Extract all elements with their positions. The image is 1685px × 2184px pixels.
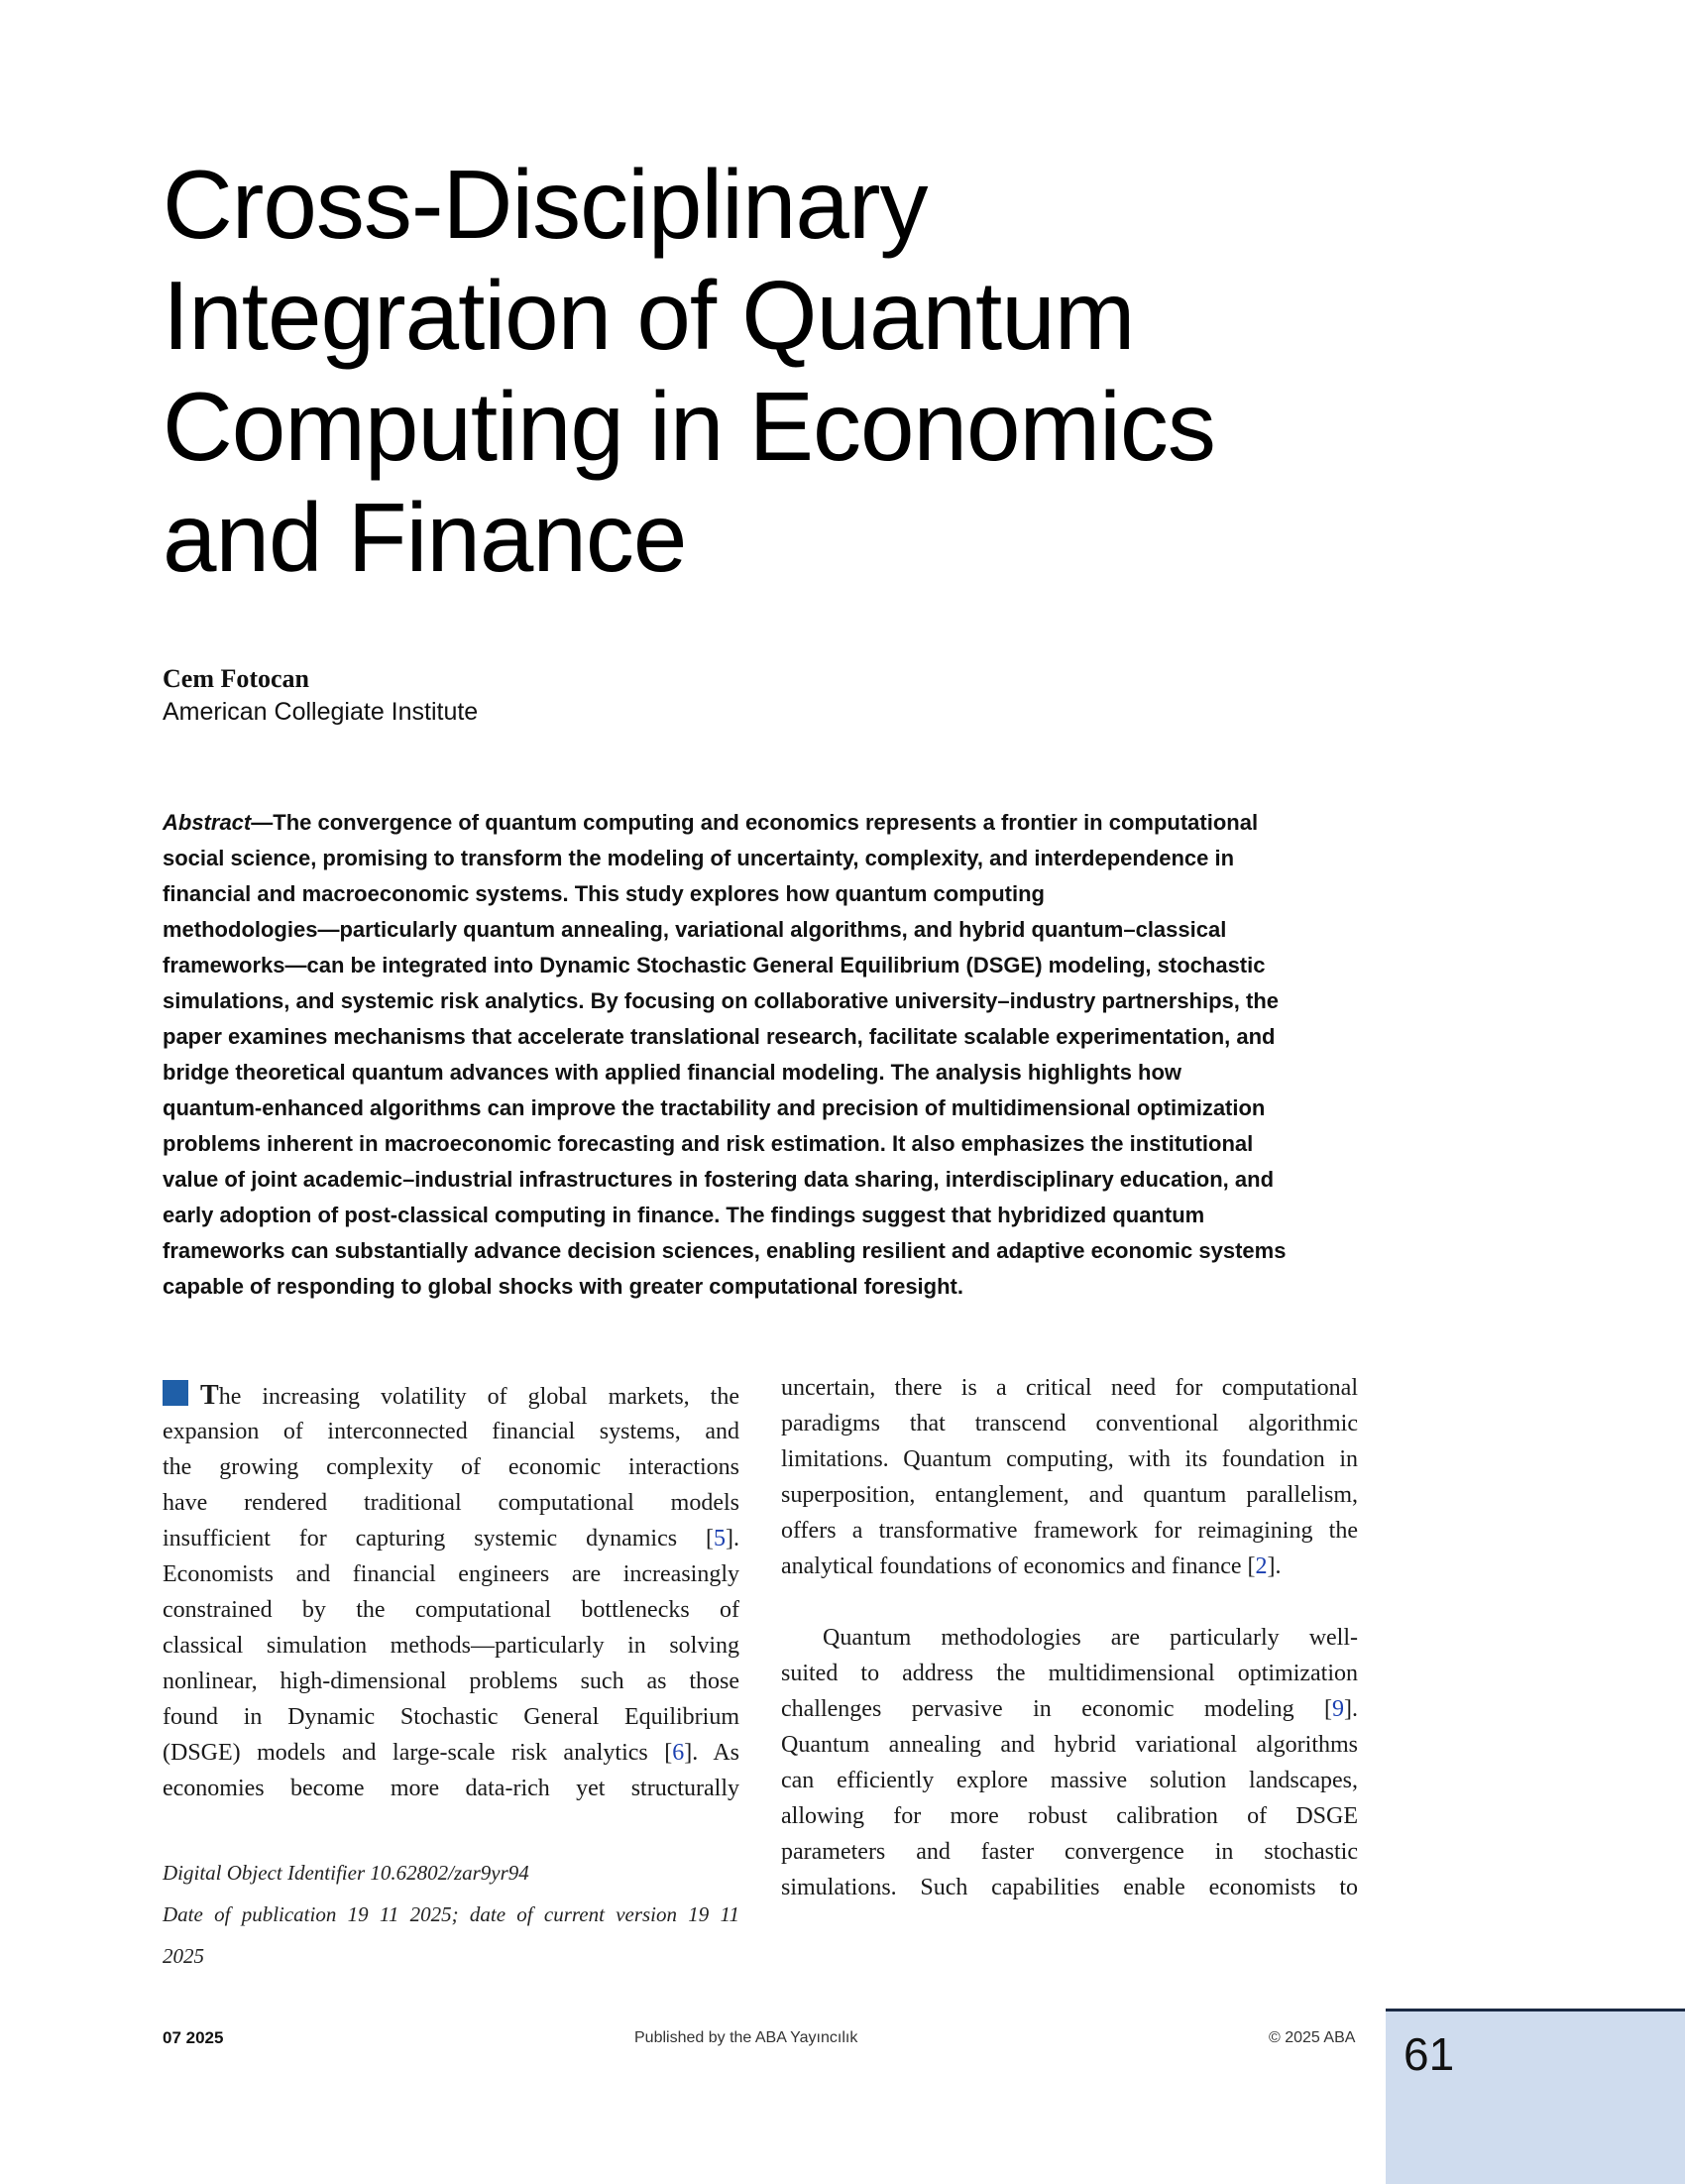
author-name: Cem Fotocan: [163, 664, 310, 693]
body-line: limitations. Quantum computing, with its foundation in: [781, 1446, 1358, 1472]
abstract-line: methodologies—particularly quantum annealing, variational algorithms, and hybrid quantum–classical: [163, 917, 1227, 942]
title-line: Cross-Disciplinary: [163, 150, 928, 259]
body-line: allowing for more robust calibration of DSGE: [781, 1803, 1358, 1829]
body-text: he increasing volatility of global markets, the: [218, 1384, 739, 1410]
abstract-line: frameworks can substantially advance decision sciences, enabling resilient and adaptive economic systems: [163, 1238, 1287, 1263]
title-line: Integration of Quantum: [163, 261, 1135, 370]
body-text: ].: [1267, 1553, 1282, 1579]
body-line: [781, 1549, 1358, 1584]
body-line: found in Dynamic Stochastic General Equilibrium: [163, 1704, 739, 1730]
body-line: classical simulation methods—particularly in solving: [163, 1633, 739, 1659]
abstract-text: —The convergence of quantum computing and economics represents a frontier in computational: [251, 810, 1259, 835]
abstract-line: paper examines mechanisms that accelerate translational research, facilitate scalable experimentation, and: [163, 1024, 1276, 1049]
body-text: ].: [726, 1526, 739, 1552]
abstract-line: [163, 805, 1362, 841]
body-line: have rendered traditional computational models: [163, 1490, 739, 1516]
body-line: superposition, entanglement, and quantum parallelism,: [781, 1482, 1358, 1508]
body-text: ]. As: [684, 1740, 739, 1766]
abstract-line: early adoption of post-classical computing in finance. The findings suggest that hybridized quantum: [163, 1203, 1205, 1227]
doi-line: Digital Object Identifier 10.62802/zar9yr94: [163, 1861, 529, 1885]
abstract-line: problems inherent in macroeconomic forecasting and risk estimation. It also emphasizes the institutional: [163, 1131, 1254, 1156]
section-marker-square: [163, 1380, 188, 1406]
body-line: [163, 1378, 739, 1414]
body-line: can efficiently explore massive solution landscapes,: [781, 1768, 1358, 1793]
citation-link[interactable]: 6: [672, 1740, 685, 1766]
title-line: Computing in Economics: [163, 372, 1215, 481]
body-line: [163, 1521, 739, 1556]
citation-link[interactable]: 2: [1255, 1553, 1268, 1579]
abstract-line: value of joint academic–industrial infrastructures in fostering data sharing, interdisciplinary education, and: [163, 1167, 1275, 1192]
abstract: [163, 805, 1362, 1305]
body-line: Quantum methodologies are particularly well-: [823, 1625, 1358, 1651]
body-line: economies become more data-rich yet structurally: [163, 1776, 739, 1801]
abstract-line: simulations, and systemic risk analytics. By focusing on collaborative university–industry partnerships, the: [163, 988, 1280, 1013]
paper-title: [163, 149, 1352, 593]
abstract-line: frameworks—can be integrated into Dynamic Stochastic General Equilibrium (DSGE) modeling, stochastic: [163, 953, 1266, 977]
body-line: the growing complexity of economic interactions: [163, 1454, 739, 1480]
publication-date-year: 2025: [163, 1944, 204, 1968]
body-text: (DSGE) models and large-scale risk analytics [: [163, 1740, 673, 1766]
body-line: expansion of interconnected financial systems, and: [163, 1419, 739, 1444]
abstract-line: financial and macroeconomic systems. This study explores how quantum computing: [163, 881, 1045, 906]
paragraph-gap: [781, 1584, 1358, 1620]
abstract-line: capable of responding to global shocks with greater computational foresight.: [163, 1274, 963, 1299]
body-line: uncertain, there is a critical need for computational: [781, 1375, 1358, 1401]
citation-link[interactable]: 5: [714, 1526, 726, 1552]
footer-copyright: © 2025 ABA: [1269, 2029, 1356, 2046]
body-line: [163, 1735, 739, 1771]
body-line: offers a transformative framework for reimagining the: [781, 1518, 1358, 1544]
body-column-left: [163, 1378, 739, 1806]
abstract-line: social science, promising to transform the modeling of uncertainty, complexity, and interdependence in: [163, 846, 1235, 870]
footer-issue: 07 2025: [163, 2028, 224, 2047]
page-number-box: [1386, 2009, 1685, 2184]
body-line: [781, 1691, 1358, 1727]
abstract-line: bridge theoretical quantum advances with applied financial modeling. The analysis highlights how: [163, 1060, 1182, 1085]
body-line: Economists and financial engineers are increasingly: [163, 1561, 739, 1587]
title-line: and Finance: [163, 483, 687, 592]
body-text: insufficient for capturing systemic dynamics [: [163, 1526, 714, 1552]
body-line: parameters and faster convergence in stochastic: [781, 1839, 1358, 1865]
drop-cap: T: [200, 1380, 219, 1411]
page-number: 61: [1404, 2028, 1455, 2080]
abstract-line: quantum-enhanced algorithms can improve the tractability and precision of multidimensional optimization: [163, 1095, 1266, 1120]
abstract-label: Abstract: [163, 810, 252, 835]
body-text: analytical foundations of economics and finance [: [781, 1553, 1256, 1579]
body-line: constrained by the computational bottlenecks of: [163, 1597, 739, 1623]
publication-metadata: [163, 1852, 739, 1977]
body-line: paradigms that transcend conventional algorithmic: [781, 1411, 1358, 1437]
citation-link[interactable]: 9: [1332, 1696, 1344, 1722]
footer-publisher: Published by the ABA Yayıncılık: [634, 2029, 858, 2046]
body-line: suited to address the multidimensional optimization: [781, 1661, 1358, 1686]
body-text: challenges pervasive in economic modeling [: [781, 1696, 1332, 1722]
body-text: ].: [1344, 1696, 1358, 1722]
body-line: nonlinear, high-dimensional problems such as those: [163, 1668, 739, 1694]
publication-date-line: Date of publication 19 11 2025; date of current version 19 11: [163, 1902, 739, 1926]
body-column-right: [781, 1370, 1358, 1905]
author-affiliation: American Collegiate Institute: [163, 698, 479, 726]
body-line: Quantum annealing and hybrid variational algorithms: [781, 1732, 1358, 1758]
body-line: simulations. Such capabilities enable economists to: [781, 1875, 1358, 1900]
